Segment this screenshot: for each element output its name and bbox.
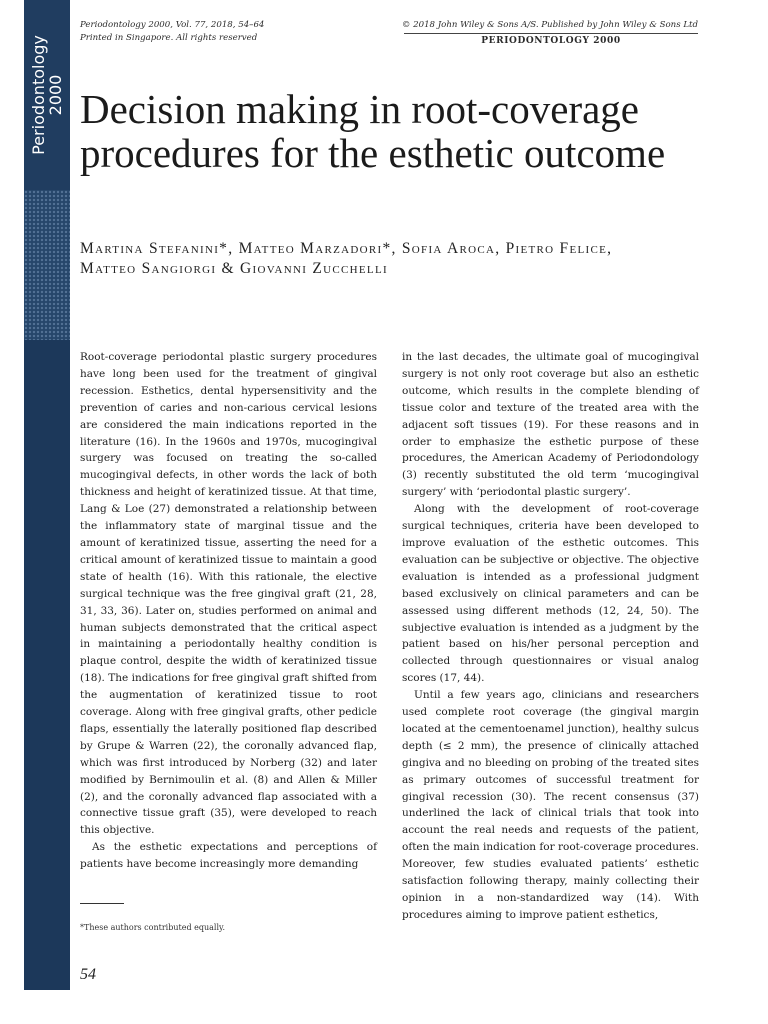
header-rule bbox=[404, 33, 698, 34]
article-title: Decision making in root-coverage procedures for the esthetic outcome bbox=[80, 86, 666, 176]
footnote-rule bbox=[80, 903, 124, 904]
sidebar-texture bbox=[24, 190, 70, 340]
sidebar-lower-band bbox=[24, 340, 70, 990]
body-paragraph: Until a few years ago, clinicians and researchers used complete root coverage (the gingival margin located at the cementoenamel junction), healthy sulcus depth (≤ 2 mm), the presence of clinically attached gingiva and no bleeding on probing of the treated sites as primary outcomes of successful treatment for gingival recession (30). The recent consensus (37) underlined the lack of clinical trials that took into account the real needs and requests of the patient, often the main indication for root-coverage procedures. Moreover, few studies evaluated patients’ esthetic satisfaction following therapy, mainly collecting their opinion in a non-standardized way (14). With procedures aiming to improve patient esthetics, bbox=[402, 689, 699, 921]
printed-line: Printed in Singapore. All rights reserved bbox=[80, 33, 258, 43]
sidebar-journal-name: Periodontology bbox=[29, 35, 48, 155]
body-paragraph: Root-coverage periodontal plastic surgery procedures have long been used for the treatment of gingival recession. Esthetics, dental hypersensitivity and the prevention of caries and non-carious cervical lesions are considered the main indications reported in the literature (16). In the 1960s and 1970s, mucogingival surgery was focused on treating the so-called mucogingival defects, in other words the lack of both thickness and height of keratinized tissue. At that time, Lang & Loe (27) demonstrated a relationship between the inflammatory state of marginal tissue and the amount of keratinized tissue, asserting the need for a critical amount of keratinized tissue to maintain a good state of health (16). With this rationale, the elective surgical technique was the free gingival graft (21, 28, 31, 33, 36). Later on, studies performed on animal and human subjects demonstrated that the critical aspect in maintaining a periodontally healthy condition is plaque control, despite the width of keratinized tissue (18). The indications for free gingival graft shifted from the augmentation of keratinized tissue to root coverage. Along with free gingival grafts, other pedicle flaps, essentially the laterally positioned flap described by Grupe & Warren (22), the coronally advanced flap, which was first introduced by Norberg (32) and later modified by Bernimoulin et al. (8) and Allen & Miller (2), and the coronally advanced flap associated with a connective tissue graft (35), were developed to reach this objective. bbox=[80, 351, 377, 837]
body-paragraph: in the last decades, the ultimate goal of mucogingival surgery is not only root coverage but also an esthetic outcome, which results in the complete blending of tissue color and texture of the treated area with the adjacent soft tissues (19). For these reasons and in order to emphasize the esthetic purpose of these procedures, the American Academy of Periodondology (3) recently substituted the old term ‘mucogingival surgery’ with ‘periodontal plastic surgery’. bbox=[402, 351, 699, 499]
footnote: *These authors contributed equally. bbox=[80, 923, 226, 932]
author-list bbox=[80, 239, 700, 279]
citation-block bbox=[80, 19, 264, 45]
journal-tag: PERIODONTOLOGY 2000 bbox=[481, 36, 621, 46]
body-paragraph: As the esthetic expectations and perceptions of patients have become increasingly more demanding bbox=[80, 841, 377, 871]
citation-line: Periodontology 2000, Vol. 77, 2018, 54–64 bbox=[80, 20, 265, 30]
copyright-line: © 2018 John Wiley & Sons A/S. Published by John Wiley & Sons Ltd bbox=[401, 20, 698, 30]
author-line-2: Matteo Sangiorgi & Giovanni Zucchelli bbox=[80, 260, 388, 277]
sidebar-journal-number: 2000 bbox=[46, 74, 65, 116]
body-column-right bbox=[402, 349, 699, 924]
page-number: 54 bbox=[80, 966, 96, 983]
sidebar-journal-label bbox=[24, 0, 70, 190]
body-column-left bbox=[80, 349, 377, 873]
body-paragraph: Along with the development of root-coverage surgical techniques, criteria have been developed to improve evaluation of the esthetic outcomes. This evaluation can be subjective or objective. The objective evaluation is intended as a professional judgment based exclusively on clinical parameters and can be assessed using different methods (12, 24, 50). The subjective evaluation is intended as a judgment by the patient based on his/her personal perception and collected through questionnaires or visual analog scores (17, 44). bbox=[402, 503, 699, 685]
author-line-1: Martina Stefanini*, Matteo Marzadori*, Sofia Aroca, Pietro Felice, bbox=[80, 240, 613, 257]
